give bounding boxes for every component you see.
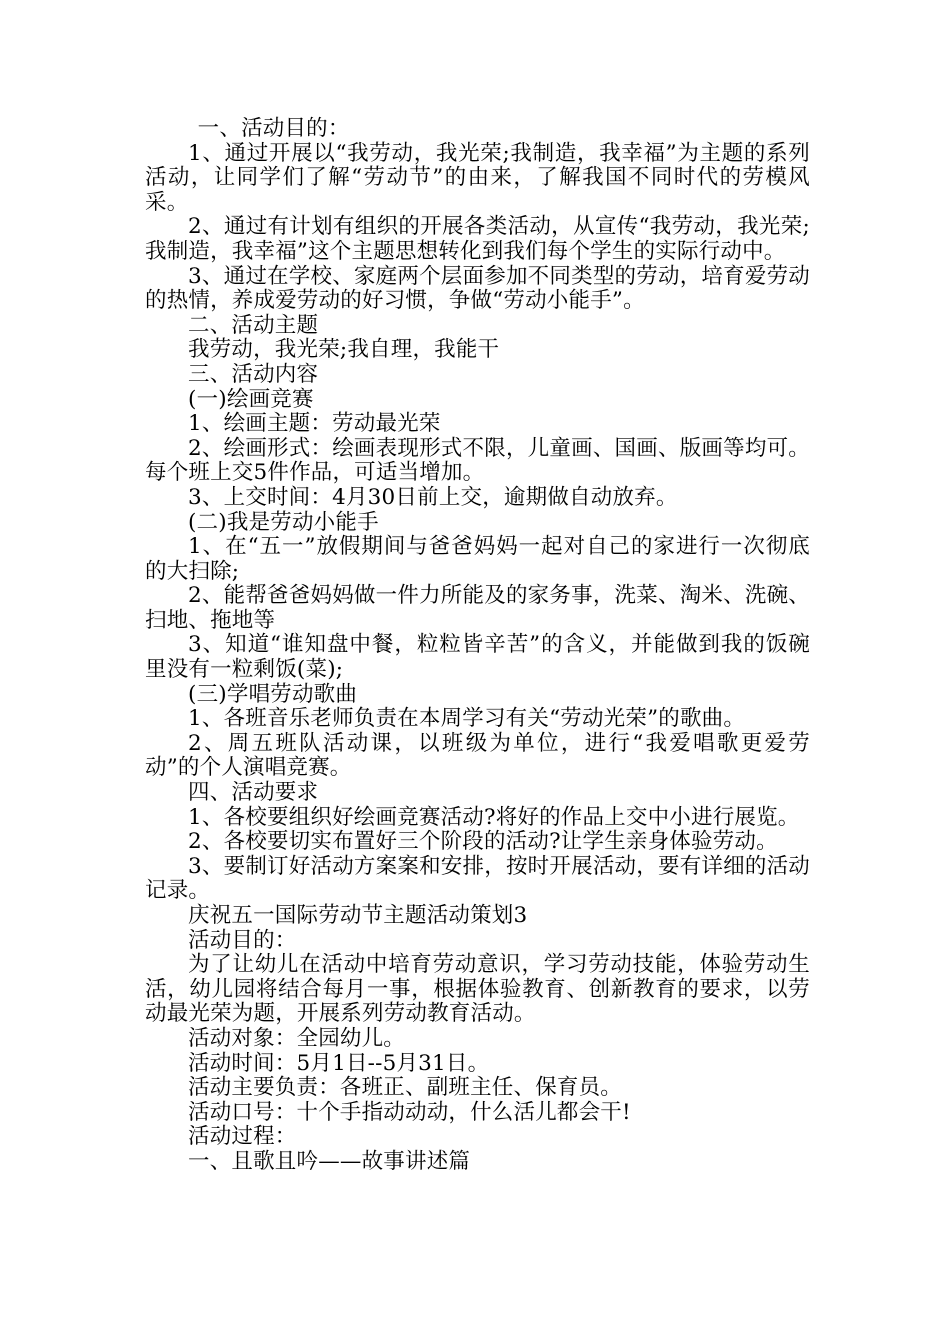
paragraph: 1、各校要组织好绘画竞赛活动?将好的作品上交中小进行展览。 bbox=[188, 804, 800, 830]
paragraph: 3、上交时间：4月30日前上交，逾期做自动放弃。 bbox=[188, 484, 678, 510]
section-heading-process: 活动过程： bbox=[188, 1124, 297, 1150]
document-title: 庆祝五一国际劳动节主题活动策划3 bbox=[188, 903, 528, 928]
paragraph: 2、绘画形式：绘画表现形式不限，儿童画、国画、版画等均可。每个班上交5件作品，可适当增加。 bbox=[145, 435, 810, 486]
paragraph: 3、知道“谁知盘中餐，粒粒皆辛苦”的含义，并能做到我的饭碗里没有一粒剩饭(菜); bbox=[145, 632, 810, 683]
paragraph: 1、各班音乐老师负责在本周学习有关“劳动光荣”的歌曲。 bbox=[188, 706, 746, 732]
subsection-heading: (二)我是劳动小能手 bbox=[188, 509, 379, 535]
subsection-heading: (一)绘画竞赛 bbox=[188, 386, 314, 412]
section-heading-requirements: 四、活动要求 bbox=[188, 780, 319, 806]
section-heading-content: 三、活动内容 bbox=[188, 361, 319, 387]
subsection-heading: 一、且歌且吟——故事讲述篇 bbox=[188, 1148, 471, 1174]
paragraph: 3、通过在学校、家庭两个层面参加不同类型的劳动，培育爱劳动的热情，养成爱劳动的好习惯，争做“劳动小能手”。 bbox=[145, 263, 810, 314]
paragraph: 1、在“五一”放假期间与爸爸妈妈一起对自己的家进行一次彻底的大扫除; bbox=[145, 534, 810, 584]
paragraph: 3、要制订好活动方案案和安排，按时开展活动，要有详细的活动记录。 bbox=[145, 853, 810, 904]
paragraph-time: 活动时间：5月1日--5月31日。 bbox=[188, 1050, 490, 1076]
subsection-heading: (三)学唱劳动歌曲 bbox=[188, 681, 358, 707]
section-heading-purpose: 一、活动目的： bbox=[197, 116, 350, 141]
paragraph-slogan: 活动口号：十个手指动动动，什么活儿都会干! bbox=[188, 1099, 631, 1125]
paragraph-responsible: 活动主要负责：各班正、副班主任、保育员。 bbox=[188, 1075, 623, 1101]
paragraph: 2、周五班队活动课，以班级为单位，进行“我爱唱歌更爱劳动”的个人演唱竞赛。 bbox=[145, 730, 810, 781]
paragraph: 为了让幼儿在活动中培育劳动意识，学习劳动技能，体验劳动生活，幼儿园将结合每月一事，根据体验教育、创新教育的要求，以劳动最光荣为题，开展系列劳动教育活动。 bbox=[145, 952, 810, 1027]
paragraph: 我劳动，我光荣;我自理，我能干 bbox=[188, 337, 500, 363]
document-page bbox=[145, 117, 810, 1175]
paragraph: 2、各校要切实布置好三个阶段的活动?让学生亲身体验劳动。 bbox=[188, 829, 778, 855]
paragraph-target: 活动对象：全园幼儿。 bbox=[188, 1025, 406, 1051]
section-heading-theme: 二、活动主题 bbox=[188, 312, 319, 338]
paragraph: 1、绘画主题：劳动最光荣 bbox=[188, 411, 441, 437]
paragraph: 2、能帮爸爸妈妈做一件力所能及的家务事，洗菜、淘米、洗碗、扫地、拖地等 bbox=[145, 583, 810, 633]
paragraph: 2、通过有计划有组织的开展各类活动，从宣传“我劳动，我光荣;我制造，我幸福”这个主题思想转化到我们每个学生的实际行动中。 bbox=[145, 214, 810, 264]
paragraph: 1、通过开展以“我劳动，我光荣;我制造，我幸福”为主题的系列活动，让同学们了解“劳动节”的由来，了解我国不同时代的劳模风采。 bbox=[145, 140, 810, 215]
section-heading-purpose-2: 活动目的： bbox=[188, 927, 297, 953]
